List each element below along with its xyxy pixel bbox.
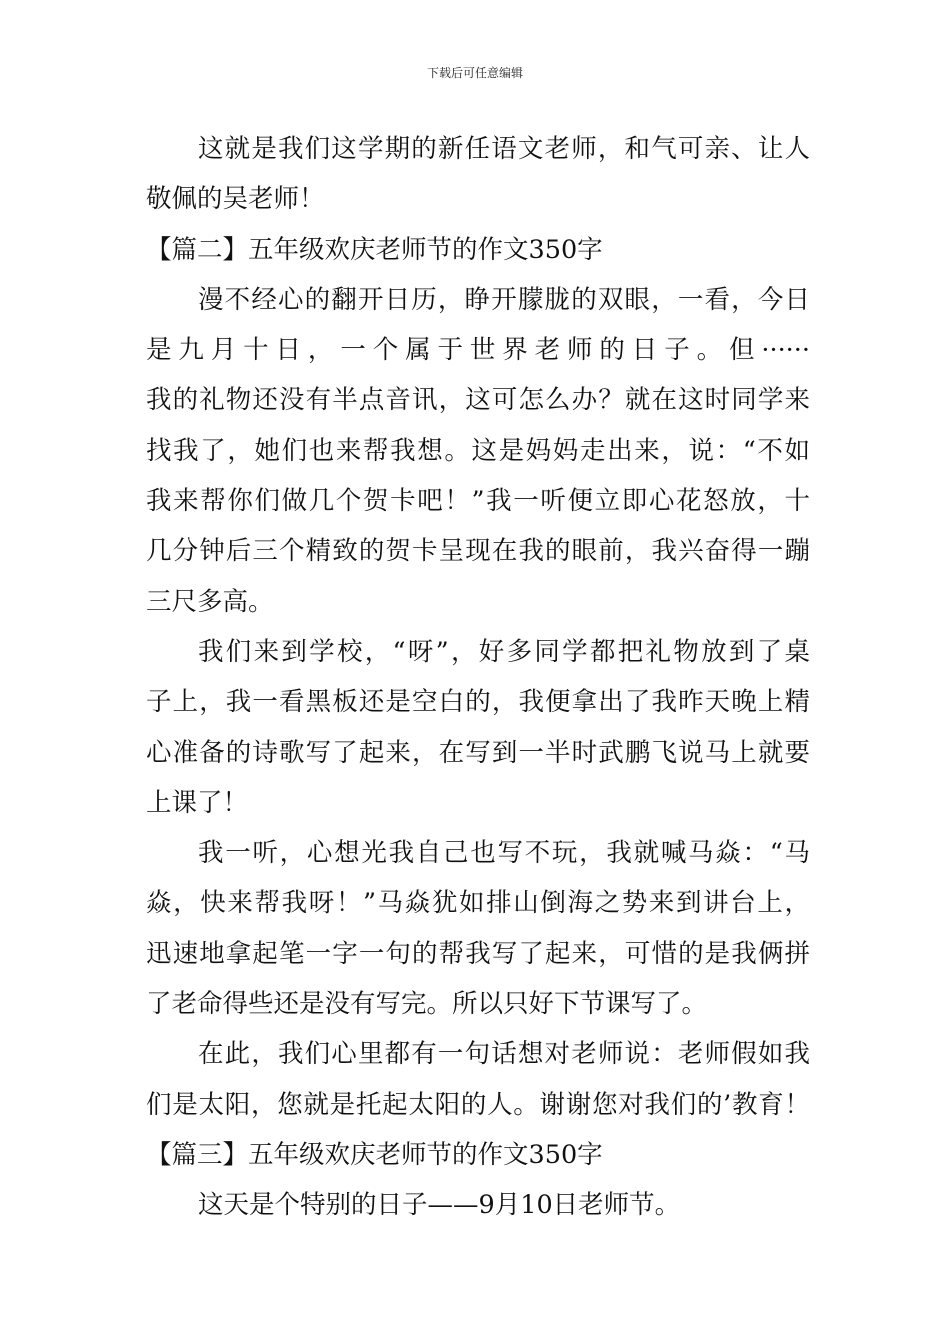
paragraph-line: 了老命得些还是没有写完。所以只好下节课写了。 xyxy=(146,989,708,1020)
page-header: 下载后可任意编辑 xyxy=(426,66,523,80)
paragraph-line: 们是太阳，您就是托起太阳的人。谢谢您对我们的’教育！ xyxy=(146,1089,810,1120)
paragraph-line: 我们来到学校，“呀”，好多同学都把礼物放到了桌 xyxy=(198,636,810,667)
paragraph-line: 上课了！ xyxy=(146,787,249,818)
section-heading: 【篇三】五年级欢庆老师节的作文350字 xyxy=(146,1139,603,1170)
section-heading: 【篇二】五年级欢庆老师节的作文350字 xyxy=(146,234,603,265)
paragraph-line: 在此，我们心里都有一句话想对老师说：老师假如我 xyxy=(198,1039,810,1070)
paragraph-line: 找我了，她们也来帮我想。这是妈妈走出来，说：“不如 xyxy=(146,435,810,466)
paragraph-line: 我一听，心想光我自己也写不玩，我就喊马焱：“马 xyxy=(198,838,810,869)
paragraph-line: 焱，快来帮我呀！”马焱犹如排山倒海之势来到讲台上， xyxy=(146,888,810,919)
paragraph-line: 敬佩的吴老师！ xyxy=(146,184,325,215)
document-body xyxy=(146,124,810,1231)
paragraph-line: 三尺多高。 xyxy=(146,586,274,617)
paragraph-line: 几分钟后三个精致的贺卡呈现在我的眼前，我兴奋得一蹦 xyxy=(146,536,810,567)
paragraph-line: 这天是个特别的日子——9月10日老师节。 xyxy=(198,1190,681,1221)
paragraph-line: 子上，我一看黑板还是空白的，我便拿出了我昨天晚上精 xyxy=(146,687,810,718)
paragraph-line: 迅速地拿起笔一字一句的帮我写了起来，可惜的是我俩拼 xyxy=(146,938,810,969)
paragraph-line: 我的礼物还没有半点音讯，这可怎么办？就在这时同学来 xyxy=(146,385,810,416)
paragraph-line: 是九月十日，一个属于世界老师的日子。但······ xyxy=(146,335,810,366)
paragraph-line: 心准备的诗歌写了起来，在写到一半时武鹏飞说马上就要 xyxy=(146,737,810,768)
paragraph-line: 我来帮你们做几个贺卡吧！”我一听便立即心花怒放，十 xyxy=(146,486,810,517)
paragraph-line: 这就是我们这学期的新任语文老师，和气可亲、让人 xyxy=(198,134,810,164)
paragraph-line: 漫不经心的翻开日历，睁开朦胧的双眼，一看，今日 xyxy=(198,284,810,315)
